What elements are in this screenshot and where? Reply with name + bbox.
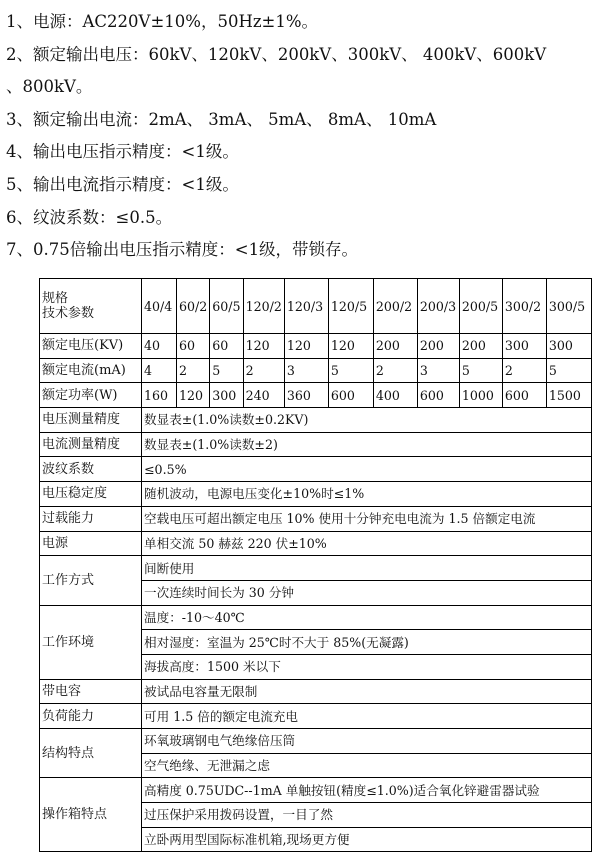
model-header-cell: 200/5 bbox=[459, 279, 502, 334]
value-cell: 300 bbox=[502, 334, 546, 359]
value-cell: 400 bbox=[373, 383, 417, 408]
value-cell: 120 bbox=[284, 334, 328, 359]
value-cell: 240 bbox=[243, 383, 284, 408]
value-cell: 1500 bbox=[546, 383, 591, 408]
spec-text: 输出电流指示精度：<1级。 bbox=[33, 174, 239, 194]
value-cell: 60 bbox=[210, 334, 243, 359]
spec-list bbox=[6, 6, 606, 267]
table-row bbox=[40, 408, 592, 433]
spec-text: 额定输出电压：60kV、120kV、200kV、300kV、 400kV、600kV bbox=[33, 44, 547, 64]
value-cell: 200 bbox=[459, 334, 502, 359]
row-value-cell: 数显表±(1.0%读数±0.2KV) bbox=[142, 408, 592, 433]
row-value-cell: 空载电压可超出额定电压 10% 使用十分钟充电电流为 1.5 倍额定电流 bbox=[142, 506, 592, 531]
row-value-cell: 温度：-10～40℃ bbox=[142, 605, 592, 630]
value-cell: 600 bbox=[417, 383, 459, 408]
spec-text: 额定输出电流：2mA、 3mA、 5mA、 8mA、 10mA bbox=[33, 109, 437, 129]
spec-number: 6、 bbox=[6, 207, 33, 227]
spec-item bbox=[6, 234, 606, 267]
row-label-cell: 过载能力 bbox=[40, 506, 142, 531]
model-header-cell: 200/2 bbox=[373, 279, 417, 334]
value-cell: 3 bbox=[284, 358, 328, 383]
spec-text: 0.75倍输出电压指示精度：<1级，带锁存。 bbox=[33, 240, 359, 260]
row-label-cell: 额定功率(W) bbox=[40, 383, 142, 408]
table-row bbox=[40, 432, 592, 457]
spec-item bbox=[6, 169, 606, 202]
value-cell: 3 bbox=[417, 358, 459, 383]
table-row bbox=[40, 605, 592, 630]
row-label-cell: 操作箱特点 bbox=[40, 778, 142, 852]
row-label-cell: 结构特点 bbox=[40, 729, 142, 778]
row-value-cell: 海拔高度：1500 米以下 bbox=[142, 654, 592, 679]
row-value-cell: 随机波动，电源电压变化±10%时≤1% bbox=[142, 482, 592, 507]
row-value-cell: 空气绝缘、无泄漏之虑 bbox=[142, 753, 592, 778]
table-row bbox=[40, 556, 592, 581]
value-cell: 2 bbox=[502, 358, 546, 383]
row-value-cell: 环氧玻璃钢电气绝缘倍压筒 bbox=[142, 729, 592, 754]
row-value-cell: 过压保护采用拨码设置，一目了然 bbox=[142, 803, 592, 828]
spec-number: 2、 bbox=[6, 44, 33, 64]
spec-text: 输出电压指示精度：<1级。 bbox=[33, 142, 239, 162]
model-header-cell: 120/5 bbox=[328, 279, 373, 334]
spec-number: 1、 bbox=[6, 12, 33, 31]
row-label-cell: 工作方式 bbox=[40, 556, 142, 605]
header-label-params: 技术参数 bbox=[42, 306, 95, 321]
value-cell: 40 bbox=[142, 334, 177, 359]
row-label-cell: 电压测量精度 bbox=[40, 408, 142, 433]
table-row bbox=[40, 531, 592, 556]
spec-text: 纹波系数：≤0.5。 bbox=[33, 207, 173, 227]
row-value-cell: 立卧两用型国际标准机箱,现场更方便 bbox=[142, 827, 592, 852]
model-header-cell: 60/5 bbox=[210, 279, 243, 334]
row-value-cell: 单相交流 50 赫兹 220 伏±10% bbox=[142, 531, 592, 556]
spec-item bbox=[6, 6, 606, 39]
row-label-cell: 电流测量精度 bbox=[40, 432, 142, 457]
row-label-cell: 额定电压(KV) bbox=[40, 334, 142, 359]
value-cell: 360 bbox=[284, 383, 328, 408]
model-header-cell: 120/3 bbox=[284, 279, 328, 334]
header-label-spec: 规格 bbox=[42, 291, 69, 306]
spec-item bbox=[6, 136, 606, 169]
value-cell: 120 bbox=[328, 334, 373, 359]
value-cell: 2 bbox=[177, 358, 210, 383]
table-row bbox=[40, 506, 592, 531]
table-row bbox=[40, 383, 592, 408]
row-value-cell: 一次连续时间长为 30 分钟 bbox=[142, 580, 592, 605]
spec-number: 7、 bbox=[6, 240, 33, 260]
value-cell: 120 bbox=[243, 334, 284, 359]
table-row bbox=[40, 334, 592, 359]
spec-number: 3、 bbox=[6, 109, 33, 129]
value-cell: 2 bbox=[243, 358, 284, 383]
row-value-cell: ≤0.5% bbox=[142, 457, 592, 482]
row-value-cell: 高精度 0.75UDC--1mA 单触按钮(精度≤1.0%)适合氧化锌避雷器试验 bbox=[142, 778, 592, 803]
model-header-cell: 120/2 bbox=[243, 279, 284, 334]
spec-text: 电源：AC220V±10%，50Hz±1%。 bbox=[33, 12, 319, 31]
value-cell: 120 bbox=[177, 383, 210, 408]
row-value-cell: 相对湿度：室温为 25℃时不大于 85%(无凝露) bbox=[142, 630, 592, 655]
parameter-table bbox=[39, 278, 592, 852]
model-header-cell: 40/4 bbox=[142, 279, 177, 334]
model-header-cell: 300/5 bbox=[546, 279, 591, 334]
table-row bbox=[40, 358, 592, 383]
spec-item bbox=[6, 104, 606, 137]
spec-number: 4、 bbox=[6, 142, 33, 162]
spec-item bbox=[6, 202, 606, 235]
row-label-cell: 电压稳定度 bbox=[40, 482, 142, 507]
value-cell: 5 bbox=[459, 358, 502, 383]
table-row bbox=[40, 778, 592, 803]
row-value-cell: 数显表±(1.0%读数±2) bbox=[142, 432, 592, 457]
value-cell: 300 bbox=[546, 334, 591, 359]
spec-text-continuation: 、800kV。 bbox=[6, 77, 93, 97]
value-cell: 5 bbox=[328, 358, 373, 383]
value-cell: 200 bbox=[373, 334, 417, 359]
value-cell: 4 bbox=[142, 358, 177, 383]
spec-number: 5、 bbox=[6, 174, 33, 194]
value-cell: 60 bbox=[177, 334, 210, 359]
row-label-cell: 带电容 bbox=[40, 679, 142, 704]
row-label-cell: 电源 bbox=[40, 531, 142, 556]
row-label-cell: 额定电流(mA) bbox=[40, 358, 142, 383]
row-label-cell: 工作环境 bbox=[40, 605, 142, 679]
table-row bbox=[40, 729, 592, 754]
table-row bbox=[40, 704, 592, 729]
table-row bbox=[40, 457, 592, 482]
model-header-cell: 200/3 bbox=[417, 279, 459, 334]
table-row bbox=[40, 679, 592, 704]
header-label-cell bbox=[40, 279, 142, 334]
row-value-cell: 可用 1.5 倍的额定电流充电 bbox=[142, 704, 592, 729]
spec-item bbox=[6, 39, 606, 104]
table-header-row bbox=[40, 279, 592, 334]
row-value-cell: 被试品电容量无限制 bbox=[142, 679, 592, 704]
row-value-cell: 间断使用 bbox=[142, 556, 592, 581]
value-cell: 1000 bbox=[459, 383, 502, 408]
row-label-cell: 波纹系数 bbox=[40, 457, 142, 482]
value-cell: 5 bbox=[546, 358, 591, 383]
table-row bbox=[40, 482, 592, 507]
model-header-cell: 300/2 bbox=[502, 279, 546, 334]
value-cell: 2 bbox=[373, 358, 417, 383]
value-cell: 200 bbox=[417, 334, 459, 359]
model-header-cell: 60/2 bbox=[177, 279, 210, 334]
value-cell: 160 bbox=[142, 383, 177, 408]
value-cell: 600 bbox=[328, 383, 373, 408]
value-cell: 300 bbox=[210, 383, 243, 408]
value-cell: 5 bbox=[210, 358, 243, 383]
row-label-cell: 负荷能力 bbox=[40, 704, 142, 729]
value-cell: 600 bbox=[502, 383, 546, 408]
